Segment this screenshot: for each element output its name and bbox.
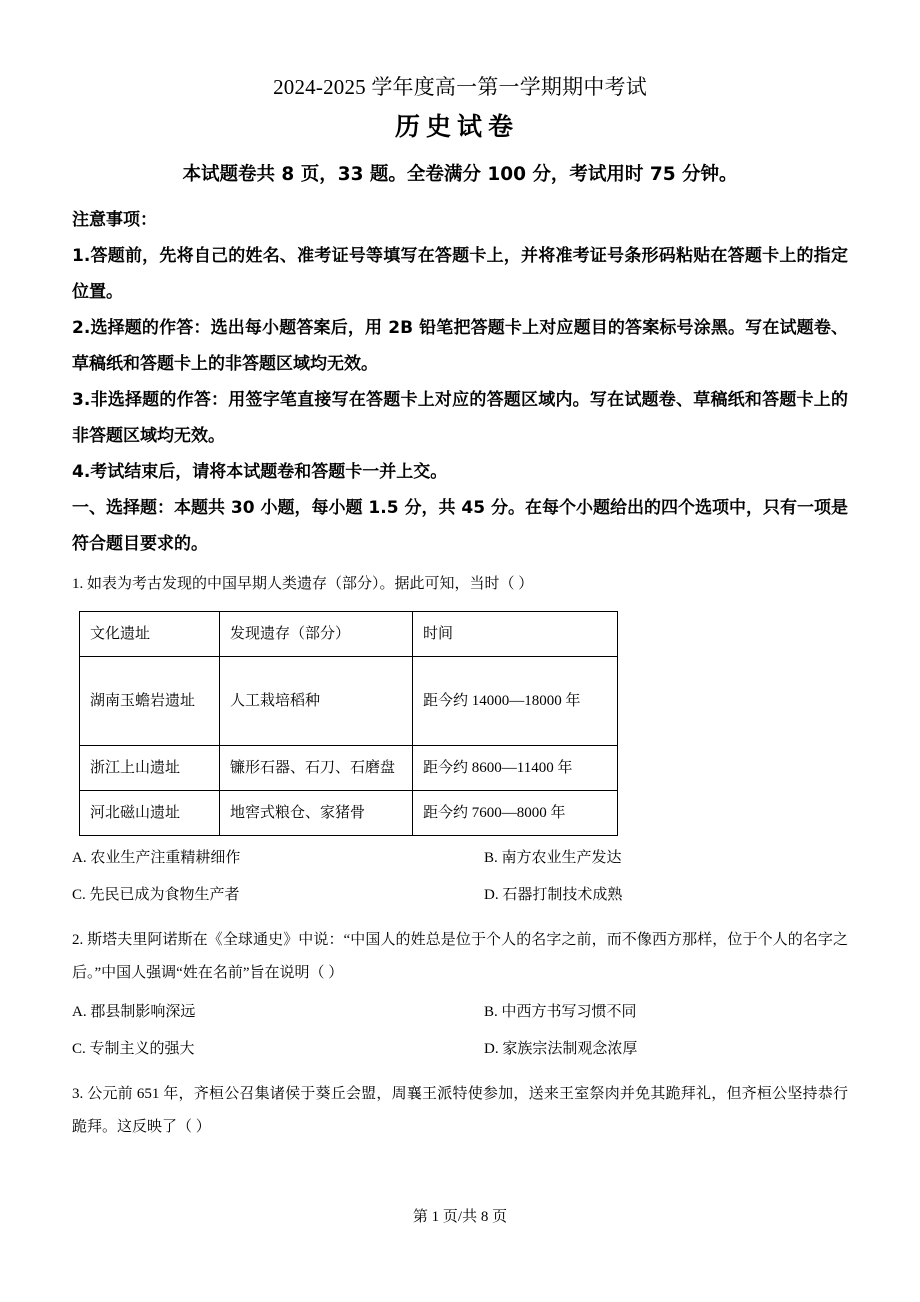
- table-header-row: [80, 612, 618, 657]
- table-cell-remains: 人工栽培稻种: [220, 657, 413, 746]
- question-2-option-d[interactable]: D. 家族宗法制观念浓厚: [484, 1041, 638, 1057]
- question-1-option-d[interactable]: D. 石器打制技术成熟: [484, 887, 623, 903]
- early-human-remains-table: [79, 611, 618, 836]
- table-cell-remains: 镰形石器、石刀、石磨盘: [220, 746, 413, 791]
- question-2-option-c[interactable]: C. 专制主义的强大: [72, 1041, 195, 1057]
- question-2-option-b[interactable]: B. 中西方书写习惯不同: [484, 1004, 637, 1020]
- table-row: [80, 791, 618, 836]
- question-2-stem: 2. 斯塔夫里阿诺斯在《全球通史》中说：“中国人的姓总是位于个人的名字之前，而不像西方那样，位于个人的名字之后。”中国人强调“姓在名前”旨在说明（ ）: [72, 932, 848, 981]
- table-header-cell-site: 文化遗址: [80, 612, 220, 657]
- table-cell-site: 湖南玉蟾岩遗址: [80, 657, 220, 746]
- table-cell-remains: 地窖式粮仓、家猪骨: [220, 791, 413, 836]
- question-1-stem: 1. 如表为考古发现的中国早期人类遗存（部分）。据此可知，当时（ ）: [72, 576, 534, 592]
- question-1-option-b[interactable]: B. 南方农业生产发达: [484, 850, 622, 866]
- table-header-cell-time: 时间: [413, 612, 618, 657]
- table-row: [80, 746, 618, 791]
- question-2-option-a[interactable]: A. 郡县制影响深远: [72, 1004, 196, 1020]
- notice-item-1: 1.答题前，先将自己的姓名、准考证号等填写在答题卡上，并将准考证号条形码粘贴在答题卡上的指定位置。: [72, 246, 848, 302]
- notice-item-3: 3.非选择题的作答：用签字笔直接写在答题卡上对应的答题区域内。写在试题卷、草稿纸和答题卡上的非答题区域均无效。: [72, 390, 848, 446]
- question-1-option-c[interactable]: C. 先民已成为食物生产者: [72, 887, 240, 903]
- page-footer: 第 1 页/共 8 页: [412, 1209, 508, 1225]
- notice-heading: 注意事项：: [72, 210, 157, 230]
- table-cell-site: 浙江上山遗址: [80, 746, 220, 791]
- subject-title: 历史试卷: [394, 112, 519, 141]
- question-2-options: [72, 994, 848, 1068]
- question-3-stem: 3. 公元前 651 年，齐桓公召集诸侯于葵丘会盟，周襄王派特使参加，送来王室祭肉并免其跪拜礼，但齐桓公坚持恭行跪拜。这反映了（ ）: [72, 1086, 848, 1135]
- table-cell-site: 河北磁山遗址: [80, 791, 220, 836]
- paper-summary: 本试题卷共 8 页，33 题。全卷满分 100 分，考试用时 75 分钟。: [182, 164, 738, 185]
- table-cell-time: 距今约 7600—8000 年: [413, 791, 618, 836]
- table-row: [80, 657, 618, 746]
- notice-item-4: 4.考试结束后，请将本试题卷和答题卡一并上交。: [72, 462, 448, 482]
- question-1-options: [72, 840, 848, 914]
- table-cell-time: 距今约 14000—18000 年: [413, 657, 618, 746]
- page-title: 2024-2025 学年度高一第一学期期中考试: [273, 75, 647, 99]
- notice-item-2: 2.选择题的作答：选出每小题答案后，用 2B 铅笔把答题卡上对应题目的答案标号涂黑。写在试题卷、草稿纸和答题卡上的非答题区域均无效。: [72, 318, 848, 374]
- table-header-cell-remains: 发现遗存（部分）: [220, 612, 413, 657]
- section-heading-multiple-choice: 一、选择题：本题共 30 小题，每小题 1.5 分，共 45 分。在每个小题给出的四个选项中，只有一项是符合题目要求的。: [72, 498, 848, 554]
- table-cell-time: 距今约 8600—11400 年: [413, 746, 618, 791]
- question-1-option-a[interactable]: A. 农业生产注重精耕细作: [72, 850, 241, 866]
- notice-section: [72, 202, 848, 490]
